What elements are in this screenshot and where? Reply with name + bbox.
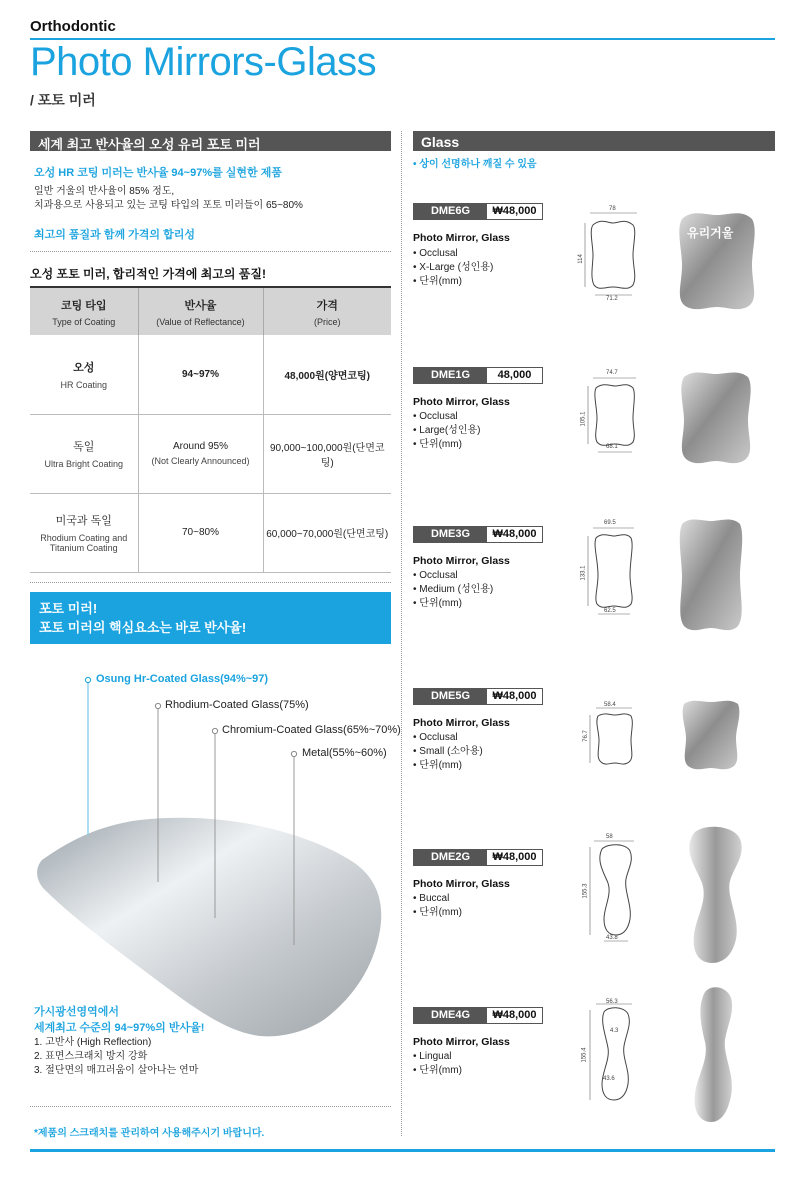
product-price: ₩48,000 [487,850,542,865]
product-name: Photo Mirror, Glass [413,555,510,567]
callout-rhodium: Rhodium-Coated Glass(75%) [165,699,309,711]
reflectance-cell: 70~80% [138,493,263,572]
dimension-bottom: 68.1 [606,444,618,450]
product-name: Photo Mirror, Glass [413,717,510,729]
dimension-width: 58 [606,834,613,840]
banner-line-2: 포토 미러의 핵심요소는 바로 반사율! [39,620,247,635]
dimension-bottom: 43.8 [606,935,618,941]
product-spec: • Occlusal [413,570,458,581]
pointer-pin-osung [85,677,90,682]
product-outline-drawing [578,370,648,465]
product-code: DME3G [414,527,487,542]
product-code-box [413,526,543,543]
bottom-headline-2: 세계최고 수준의 94~97%의 반사율! [34,1022,205,1034]
dimension-bottom: 71.2 [606,296,618,302]
product-outline-drawing [582,835,642,947]
left-section-title: 세계 최고 반사율의 오성 유리 포토 미러 [30,131,391,151]
product-spec: • X-Large (성인용) [413,262,494,273]
mirror-photo [678,823,748,965]
product-spec: • 단위(mm) [413,276,462,287]
product-name: Photo Mirror, Glass [413,396,510,408]
coating-cell: 오성 HR Coating [30,335,138,414]
feature-1: 1. 고반사 (High Reflection) [34,1037,152,1048]
mirror-photo [676,512,746,640]
product-spec: • Occlusal [413,411,458,422]
product-spec: • 단위(mm) [413,1065,462,1076]
product-code: DME1G [414,368,487,383]
dimension-height: 114 [577,254,584,264]
product-spec: • Lingual [413,1051,452,1062]
product-spec: • 단위(mm) [413,907,462,918]
table-row [30,414,391,493]
product-outline-drawing [582,702,642,772]
mirror-photo [672,205,762,315]
callout-chromium: Chromium-Coated Glass(65%~70%) [222,724,401,736]
product-spec: • Occlusal [413,732,458,743]
mirror-photo [680,696,742,772]
dotted-divider [30,1106,391,1107]
page-subtitle: / 포토 미러 [30,92,96,108]
body-line-1: 일반 거울의 반사율이 85% 정도, [34,186,175,197]
bottom-rule [30,1149,775,1152]
blue-banner [30,592,391,644]
product-name: Photo Mirror, Glass [413,878,510,890]
page-title: Photo Mirrors-Glass [30,40,377,84]
coating-cell: 미국과 독일 Rhodium Coating and Titanium Coating [30,493,138,572]
price-cell: 60,000~70,000원(단면코팅) [263,493,391,572]
mirror-photo [683,984,743,1126]
table-title: 오성 포토 미러, 합리적인 가격에 최고의 품질! [30,267,266,281]
product-spec: • Buccal [413,893,450,904]
highlight-text: 최고의 품질과 함께 가격의 합리성 [34,229,195,241]
product-code-box [413,688,543,705]
price-cell: 90,000~100,000원(단면코팅) [263,414,391,493]
product-price: ₩48,000 [487,204,542,219]
product-spec: • Small (소아용) [413,746,483,757]
photo-label: 유리거울 [687,226,734,240]
product-price: ₩48,000 [487,527,542,542]
dimension-width: 58.4 [604,702,616,708]
dimension-inner: 4.3 [610,1028,619,1034]
mirror-illustration [30,660,395,1045]
product-spec: • Large(성인용) [413,425,481,436]
table-row [30,493,391,572]
product-spec: • Occlusal [413,248,458,259]
dimension-bottom: 62.5 [604,608,616,614]
table-row [30,335,391,414]
price-cell: 48,000원(양면코팅) [263,335,391,414]
banner-line-1: 포토 미러! [39,601,98,616]
pointer-pin-rhodium [155,703,160,708]
dimension-width: 74.7 [606,370,618,376]
product-spec: • Medium (성인용) [413,584,494,595]
callout-metal: Metal(55%~60%) [302,747,387,759]
footnote: *제품의 스크래치를 관리하여 사용해주시기 바랍니다. [34,1128,265,1139]
product-code: DME6G [414,204,487,219]
pointer-pin-chromium [212,728,217,733]
reflectance-cell: 94~97% [138,335,263,414]
product-code: DME4G [414,1008,487,1023]
product-code-box [413,849,543,866]
product-outline-drawing [582,998,642,1110]
glass-note: • 상이 선명하나 깨질 수 있음 [413,159,537,170]
dotted-divider [30,251,391,252]
body-line-2: 치과용으로 사용되고 있는 코팅 타입의 포토 미러들이 65~80% [34,200,303,211]
dimension-height: 155.4 [581,1047,588,1063]
product-code-box [413,1007,543,1024]
header-reflectance: 반사율 (Value of Reflectance) [138,287,263,335]
product-code-box [413,203,543,220]
product-outline-drawing [575,205,645,305]
dimension-width: 69.5 [604,520,616,526]
product-price: ₩48,000 [487,689,542,704]
product-spec: • 단위(mm) [413,598,462,609]
dimension-width: 78 [609,206,616,212]
bottom-headline-1: 가시광선영역에서 [34,1006,120,1018]
product-price: ₩48,000 [487,1008,542,1023]
coating-cell: 독일 Ultra Bright Coating [30,414,138,493]
reflectance-cell: Around 95% (Not Clearly Announced) [138,414,263,493]
callout-osung: Osung Hr-Coated Glass(94%~97) [96,673,269,685]
dotted-divider [30,582,391,583]
product-name: Photo Mirror, Glass [413,232,510,244]
product-spec: • 단위(mm) [413,760,462,771]
category-label: Orthodontic [30,18,116,35]
dimension-height: 133.1 [580,565,587,581]
product-spec: • 단위(mm) [413,439,462,450]
header-price: 가격 (Price) [263,287,391,335]
dimension-bottom: 43.6 [603,1076,615,1082]
dimension-width: 56.3 [606,999,618,1005]
left-headline: 오성 HR 코팅 미러는 반사율 94~97%를 실현한 제품 [34,167,282,179]
pointer-pin-metal [291,751,296,756]
dimension-height: 76.7 [582,730,589,742]
feature-3: 3. 절단면의 매끄러움이 살아나는 연마 [34,1065,199,1076]
product-price: 48,000 [487,368,542,383]
right-section-title: Glass [413,131,775,151]
dimension-height: 155.3 [582,883,589,899]
product-code-box [413,367,543,384]
product-name: Photo Mirror, Glass [413,1036,510,1048]
column-divider [401,131,402,1136]
product-code: DME5G [414,689,487,704]
header-coating-type: 코팅 타입 Type of Coating [30,287,138,335]
dimension-height: 105.1 [580,411,587,427]
product-code: DME2G [414,850,487,865]
mirror-photo [676,365,756,470]
feature-2: 2. 표면스크래치 방지 강화 [34,1051,148,1062]
comparison-table [30,286,391,573]
